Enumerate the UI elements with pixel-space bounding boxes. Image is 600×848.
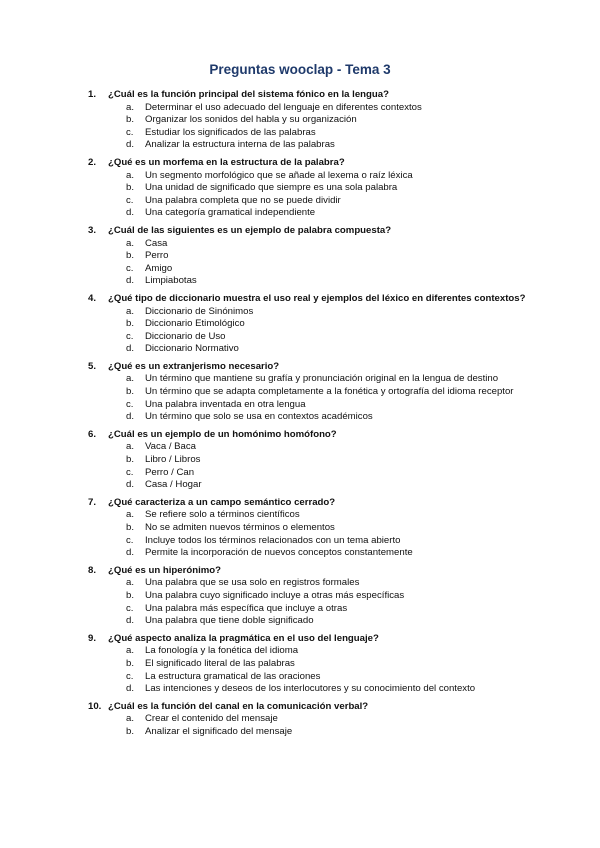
answer-option [126,331,528,344]
option-text: Estudiar los significados de las palabras [145,126,316,138]
option-letter: d. [126,683,135,695]
option-letter: b. [126,725,135,737]
option-text: Una palabra cuyo significado incluye a otras más específicas [145,589,405,601]
question-3 [88,225,528,288]
question-number: 10. [88,700,102,712]
option-text: Diccionario de Uso [145,330,226,342]
question-9 [88,633,528,696]
question-header [88,157,528,170]
option-letter: d. [126,275,135,287]
answer-option [126,509,528,522]
answer-option [126,399,528,412]
option-text: Amigo [145,262,173,274]
option-text: Una categoría gramatical independiente [145,207,316,219]
answer-option [126,386,528,399]
question-header [88,225,528,238]
option-text: El significado literal de las palabras [145,657,295,669]
option-text: Casa [145,237,168,249]
option-text: Analizar la estructura interna de las palabras [145,139,335,151]
question-4 [88,293,528,356]
answer-option [126,547,528,560]
question-header [88,429,528,442]
option-letter: a. [126,101,135,113]
option-text: Limpiabotas [145,275,197,287]
option-letter: d. [126,343,135,355]
option-text: Perro [145,250,169,262]
question-text: ¿Cuál es un ejemplo de un homónimo homófono? [108,428,337,440]
question-text: ¿Qué es un morfema en la estructura de la palabra? [108,156,345,168]
question-header [88,565,528,578]
option-text: Incluye todos los términos relacionados con un tema abierto [145,534,401,546]
option-text: Las intenciones y deseos de los interlocutores y su conocimiento del contexto [145,683,476,695]
option-text: Una palabra completa que no se puede dividir [145,194,341,206]
option-text: Permite la incorporación de nuevos conceptos constantemente [145,547,413,559]
question-text: ¿Cuál es la función principal del sistema fónico en la lengua? [108,89,389,100]
question-header [88,361,528,374]
answer-option [126,671,528,684]
option-text: Una palabra más específica que incluye a otras [145,602,348,614]
answer-option [126,441,528,454]
option-text: Organizar los sonidos del habla y su organización [145,114,357,126]
option-text: Una palabra inventada en otra lengua [145,398,306,410]
option-text: Un término que se adapta completamente a la fonética y ortografía del idioma receptor [145,386,514,398]
answer-option [126,535,528,548]
option-letter: d. [126,411,135,423]
option-letter: b. [126,589,135,601]
option-text: Determinar el uso adecuado del lenguaje en diferentes contextos [145,101,422,113]
question-number: 9. [88,632,97,644]
option-text: Analizar el significado del mensaje [145,725,293,737]
option-text: Diccionario de Sinónimos [145,305,254,317]
option-letter: a. [126,305,135,317]
option-letter: d. [126,139,135,151]
option-letter: b. [126,318,135,330]
question-text: ¿Qué es un extranjerismo necesario? [108,360,280,372]
option-text: Crear el contenido del mensaje [145,713,278,725]
answer-option [126,658,528,671]
question-1 [88,89,528,152]
question-text: ¿Qué es un hiperónimo? [108,564,221,576]
answer-option [126,645,528,658]
option-text: Una palabra que se usa solo en registros formales [145,577,360,589]
option-text: La estructura gramatical de las oraciones [145,670,321,682]
option-letter: b. [126,657,135,669]
question-number: 1. [88,89,97,100]
option-text: Libro / Libros [145,454,201,466]
question-text: ¿Qué caracteriza a un campo semántico cerrado? [108,496,336,508]
question-header [88,89,528,102]
answer-option [126,139,528,152]
answer-option [126,467,528,480]
answer-option [126,454,528,467]
option-text: Una unidad de significado que siempre es una sola palabra [145,182,398,194]
option-letter: b. [126,182,135,194]
answer-option [126,726,528,739]
question-header [88,633,528,646]
question-10 [88,701,528,739]
question-5 [88,361,528,424]
option-text: Perro / Can [145,466,195,478]
answer-option [126,683,528,696]
question-header [88,701,528,714]
option-text: Un término que solo se usa en contextos académicos [145,411,373,423]
answer-option [126,114,528,127]
option-letter: a. [126,441,135,453]
answer-option [126,250,528,263]
question-list [88,89,528,744]
question-text: ¿Cuál de las siguientes es un ejemplo de palabra compuesta? [108,224,392,236]
answer-option [126,318,528,331]
option-letter: b. [126,386,135,398]
option-letter: c. [126,602,134,614]
option-text: Diccionario Etimológico [145,318,245,330]
option-text: Vaca / Baca [145,441,197,453]
answer-option [126,238,528,251]
question-header [88,497,528,510]
option-letter: c. [126,534,134,546]
answer-option [126,411,528,424]
answer-option [126,170,528,183]
question-number: 7. [88,496,97,508]
option-text: La fonología y la fonética del idioma [145,645,299,657]
question-6 [88,429,528,492]
answer-option [126,102,528,115]
answer-option [126,263,528,276]
option-letter: d. [126,207,135,219]
answer-option [126,603,528,616]
question-text: ¿Qué aspecto analiza la pragmática en el uso del lenguaje? [108,632,379,644]
option-letter: d. [126,547,135,559]
option-text: Se refiere solo a términos científicos [145,509,300,521]
question-7 [88,497,528,560]
option-letter: a. [126,169,135,181]
option-text: Un segmento morfológico que se añade al lexema o raíz léxica [145,169,413,181]
page-title: Preguntas wooclap - Tema 3 [209,62,391,77]
answer-option [126,713,528,726]
answer-option [126,522,528,535]
option-letter: b. [126,454,135,466]
option-letter: a. [126,577,135,589]
answer-option [126,275,528,288]
question-number: 3. [88,224,97,236]
question-header [88,293,528,306]
option-letter: b. [126,114,135,126]
option-text: Diccionario Normativo [145,343,239,355]
option-letter: b. [126,522,135,533]
option-letter: a. [126,373,135,385]
option-letter: c. [126,194,134,206]
option-letter: d. [126,479,135,491]
option-text: Un término que mantiene su grafía y pronunciación original en la lengua de destino [145,373,499,385]
option-letter: c. [126,262,134,274]
answer-option [126,343,528,356]
option-letter: a. [126,645,135,657]
question-text: ¿Qué tipo de diccionario muestra el uso real y ejemplos del léxico en diferentes contextos? [108,292,526,304]
option-letter: c. [126,330,134,342]
option-letter: a. [126,237,135,249]
question-number: 4. [88,292,97,304]
answer-option [126,127,528,140]
option-letter: b. [126,250,135,262]
question-number: 2. [88,156,97,168]
answer-option [126,182,528,195]
option-letter: c. [126,126,134,138]
answer-option [126,207,528,220]
question-number: 8. [88,564,97,576]
option-letter: a. [126,713,135,725]
answer-option [126,195,528,208]
question-2 [88,157,528,220]
answer-option [126,590,528,603]
question-8 [88,565,528,628]
answer-option [126,306,528,319]
option-letter: a. [126,509,135,521]
question-number: 5. [88,360,97,372]
answer-option [126,577,528,590]
answer-option [126,479,528,492]
option-letter: c. [126,466,134,478]
answer-option [126,373,528,386]
question-number: 6. [88,428,97,440]
option-letter: c. [126,670,134,682]
option-text: Casa / Hogar [145,479,202,491]
answer-option [126,615,528,628]
option-letter: c. [126,398,134,410]
option-letter: d. [126,615,135,627]
question-text: ¿Cuál es la función del canal en la comunicación verbal? [108,700,369,712]
option-text: No se admiten nuevos términos o elementos [145,522,335,533]
option-text: Una palabra que tiene doble significado [145,615,314,627]
